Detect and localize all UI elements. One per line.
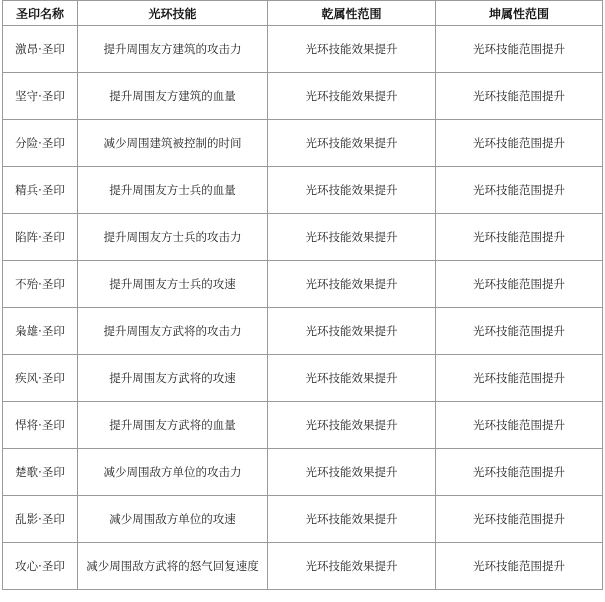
seal-name-cell: 陷阵·圣印 [3,214,78,261]
aura-skill-cell: 提升周围友方武将的血量 [78,402,268,449]
aura-skill-cell: 减少周围敌方单位的攻速 [78,496,268,543]
header-seal-name: 圣印名称 [3,1,78,26]
table-row [3,449,603,496]
seal-name-cell: 精兵·圣印 [3,167,78,214]
qian-range-cell: 光环技能效果提升 [268,167,436,214]
qian-range-cell: 光环技能效果提升 [268,261,436,308]
header-aura-skill: 光环技能 [78,1,268,26]
table-row [3,26,603,73]
qian-range-cell: 光环技能效果提升 [268,402,436,449]
seal-name-cell: 枭雄·圣印 [3,308,78,355]
qian-range-cell: 光环技能效果提升 [268,214,436,261]
aura-skill-cell: 提升周围友方武将的攻速 [78,355,268,402]
header-row [3,1,603,26]
kun-range-cell: 光环技能范围提升 [436,73,603,120]
kun-range-cell: 光环技能范围提升 [436,261,603,308]
seal-name-cell: 攻心·圣印 [3,543,78,590]
kun-range-cell: 光环技能范围提升 [436,308,603,355]
table-row [3,73,603,120]
table-header [3,1,603,26]
aura-skill-cell: 减少周围建筑被控制的时间 [78,120,268,167]
table-row [3,355,603,402]
kun-range-cell: 光环技能范围提升 [436,402,603,449]
seal-name-cell: 不殆·圣印 [3,261,78,308]
table-row [3,308,603,355]
table-row [3,496,603,543]
kun-range-cell: 光环技能范围提升 [436,449,603,496]
table-row [3,120,603,167]
kun-range-cell: 光环技能范围提升 [436,214,603,261]
aura-skill-cell: 提升周围友方建筑的攻击力 [78,26,268,73]
qian-range-cell: 光环技能效果提升 [268,26,436,73]
seal-name-cell: 坚守·圣印 [3,73,78,120]
kun-range-cell: 光环技能范围提升 [436,120,603,167]
kun-range-cell: 光环技能范围提升 [436,496,603,543]
qian-range-cell: 光环技能效果提升 [268,73,436,120]
header-qian-range: 乾属性范围 [268,1,436,26]
aura-skill-cell: 提升周围友方士兵的血量 [78,167,268,214]
seal-name-cell: 乱影·圣印 [3,496,78,543]
header-kun-range: 坤属性范围 [436,1,603,26]
table-row [3,167,603,214]
kun-range-cell: 光环技能范围提升 [436,355,603,402]
aura-skill-cell: 提升周围友方士兵的攻速 [78,261,268,308]
aura-skill-cell: 减少周围敌方武将的怒气回复速度 [78,543,268,590]
qian-range-cell: 光环技能效果提升 [268,496,436,543]
qian-range-cell: 光环技能效果提升 [268,449,436,496]
kun-range-cell: 光环技能范围提升 [436,167,603,214]
kun-range-cell: 光环技能范围提升 [436,26,603,73]
kun-range-cell: 光环技能范围提升 [436,543,603,590]
table-row [3,402,603,449]
seal-name-cell: 分险·圣印 [3,120,78,167]
seal-name-cell: 疾风·圣印 [3,355,78,402]
seal-name-cell: 楚歌·圣印 [3,449,78,496]
qian-range-cell: 光环技能效果提升 [268,543,436,590]
seal-name-cell: 激昂·圣印 [3,26,78,73]
table-row [3,214,603,261]
aura-skill-cell: 提升周围友方武将的攻击力 [78,308,268,355]
aura-skill-cell: 提升周围友方建筑的血量 [78,73,268,120]
aura-skill-cell: 减少周围敌方单位的攻击力 [78,449,268,496]
aura-skill-cell: 提升周围友方士兵的攻击力 [78,214,268,261]
qian-range-cell: 光环技能效果提升 [268,120,436,167]
table-body [3,26,603,590]
table-row [3,261,603,308]
seal-name-cell: 悍将·圣印 [3,402,78,449]
qian-range-cell: 光环技能效果提升 [268,355,436,402]
table-row [3,543,603,590]
seal-table [2,0,603,590]
qian-range-cell: 光环技能效果提升 [268,308,436,355]
